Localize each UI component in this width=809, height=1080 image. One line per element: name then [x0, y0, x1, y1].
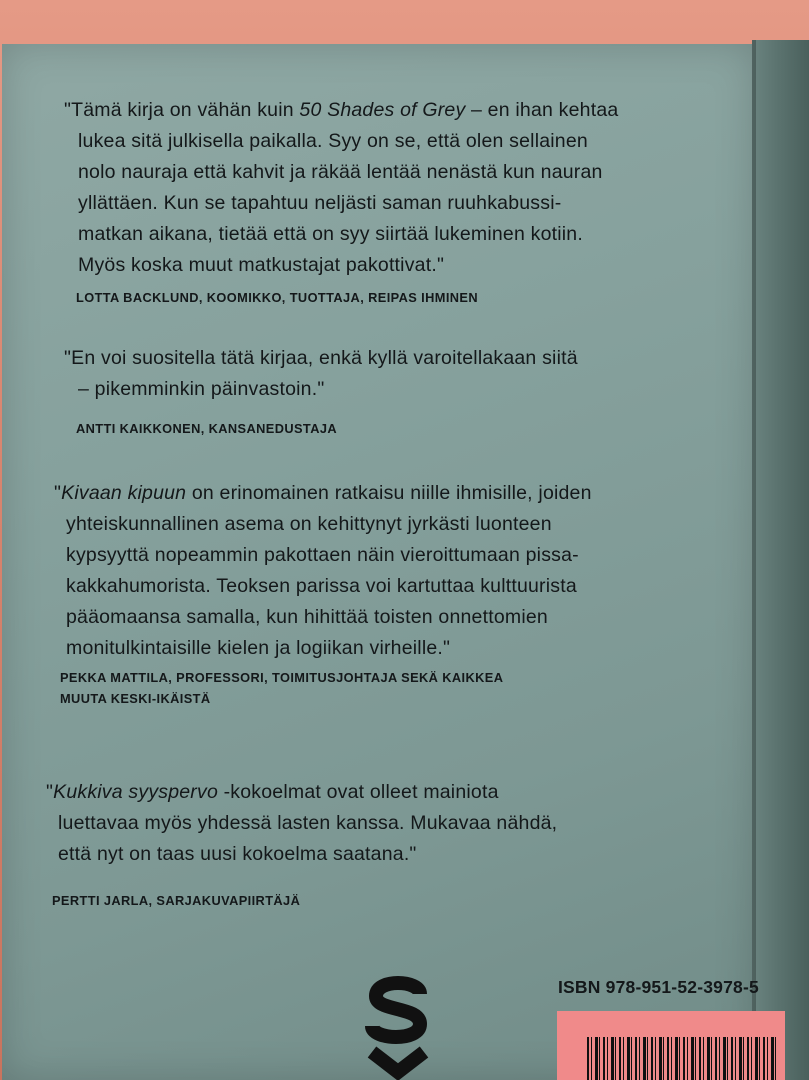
quote-line: pääomaansa samalla, kun hihittää toisten onnettomien — [66, 606, 548, 628]
isbn-number: ISBN 978-951-52-3978-5 — [558, 977, 759, 997]
quote-1 — [64, 95, 618, 281]
quote-line: matkan aikana, tietää että on syy siirtää lukeminen kotiin. — [78, 223, 583, 245]
quote-line: kypsyyttä nopeammin pakottaen näin vieroittumaan pissa- — [66, 544, 579, 566]
quote-1-attribution: LOTTA BACKLUND, KOOMIKKO, TUOTTAJA, REIPAS IHMINEN — [76, 290, 478, 305]
quote-2 — [64, 343, 578, 405]
quote-line: Myös koska muut matkustajat pakottivat." — [78, 254, 445, 276]
quote-4-attribution: PERTTI JARLA, SARJAKUVAPIIRTÄJÄ — [52, 893, 301, 908]
quote-line: "Tämä kirja on vähän kuin 50 Shades of Grey – en ihan kehtaa — [64, 99, 619, 121]
quote-line: lukea sitä julkisella paikalla. Syy on se, että olen sellainen — [78, 130, 588, 152]
quote-line: "Kivaan kipuun on erinomainen ratkaisu niille ihmisille, joiden — [54, 482, 592, 504]
publisher-logo-icon — [358, 972, 438, 1080]
quote-line: nolo nauraja että kahvit ja räkää lentää nenästä kun nauran — [78, 161, 603, 183]
quote-line: että nyt on taas uusi kokoelma saatana." — [58, 843, 417, 865]
quote-2-attribution: ANTTI KAIKKONEN, KANSANEDUSTAJA — [76, 421, 337, 436]
quote-line: monitulkintaisille kielen ja logiikan virheille." — [66, 637, 451, 659]
quote-line: yhteiskunnallinen asema on kehittynyt jyrkästi luonteen — [66, 513, 552, 535]
quote-4 — [46, 777, 557, 870]
quote-line: yllättäen. Kun se tapahtuu neljästi saman ruuhkabussi- — [78, 192, 562, 214]
quote-line: kakkahumorista. Teoksen parissa voi kartuttaa kulttuurista — [66, 575, 577, 597]
barcode-icon — [587, 1037, 777, 1080]
quote-line: "En voi suositella tätä kirjaa, enkä kyllä varoitellakaan siitä — [64, 347, 578, 369]
quote-line: – pikemminkin päinvastoin." — [78, 378, 325, 400]
quote-line: "Kukkiva syyspervo -kokoelmat ovat olleet mainiota — [46, 781, 499, 803]
quote-3-attribution: PEKKA MATTILA, PROFESSORI, TOIMITUSJOHTAJA SEKÄ KAIKKEA MUUTA KESKI-IKÄISTÄ — [60, 670, 504, 706]
barcode-sticker — [557, 1011, 785, 1080]
quote-3 — [54, 478, 592, 664]
quote-line: luettavaa myös yhdessä lasten kanssa. Mukavaa nähdä, — [58, 812, 558, 834]
